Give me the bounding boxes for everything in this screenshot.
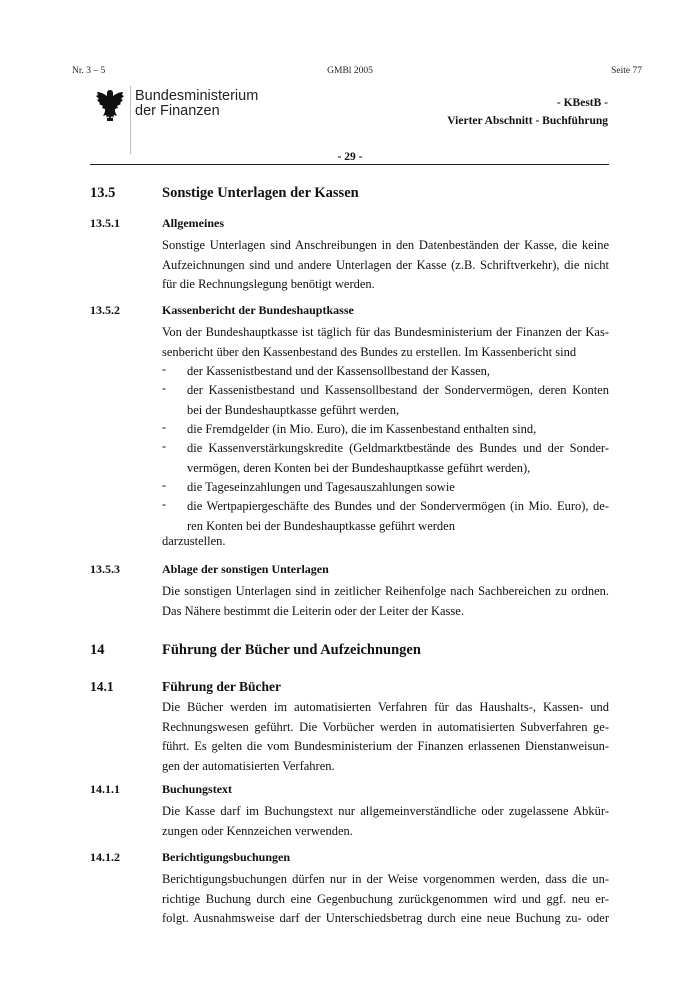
- issue-number: Nr. 3 – 5: [72, 66, 106, 76]
- section-heading-right: Vierter Abschnitt - Buchführung: [447, 115, 608, 127]
- document-code: - KBestB -: [556, 97, 608, 109]
- paragraph-14-1: [162, 698, 609, 776]
- text-line: für die Rechnungslegung benötigt werden.: [162, 277, 375, 291]
- paragraph-14-1-1: [162, 802, 609, 841]
- section-title-14: Führung der Bücher und Aufzeichnungen: [162, 642, 421, 658]
- logo-wordmark: [135, 89, 258, 119]
- text-line: darzustellen.: [162, 534, 226, 548]
- text-line: der Kassenistbestand und der Kassensollbestand der Kassen,: [187, 364, 491, 378]
- text-line: Die sonstigen Unterlagen sind in zeitlicher Reihenfolge nach Sachbereichen zu ordnen.: [162, 584, 609, 598]
- text-line: senbericht über den Kassenbestand des Bundes zu erstellen. Im Kassenbericht sind: [162, 344, 577, 359]
- section-number-14: 14: [90, 642, 105, 658]
- section-title-13-5-2: Kassenbericht der Bundeshauptkasse: [162, 303, 354, 317]
- section-number-13-5: 13.5: [90, 185, 116, 201]
- section-title-14-1: Führung der Bücher: [162, 679, 282, 694]
- journal-name: GMBl 2005: [327, 66, 373, 76]
- page-number: - 29 -: [337, 151, 363, 163]
- list-dash: -: [162, 497, 167, 511]
- list-dash: -: [162, 381, 167, 395]
- text-line: Die Kasse darf im Buchungstext nur allgemeinverständliche oder zugelassene Abkür-: [162, 804, 609, 818]
- section-number-13-5-3: 13.5.3: [90, 562, 120, 576]
- section-title-14-1-2: Berichtigungsbuchungen: [162, 850, 291, 864]
- paragraph-13-5-3: [162, 582, 609, 621]
- section-title-13-5: Sonstige Unterlagen der Kassen: [162, 185, 359, 201]
- text-line: Sonstige Unterlagen sind Anschreibungen in den Datenbeständen der Kasse, die keine: [162, 238, 609, 252]
- section-number-13-5-2: 13.5.2: [90, 303, 120, 317]
- text-line: zungen oder Kennzeichen verwenden.: [162, 823, 353, 838]
- list-dash: -: [162, 362, 167, 376]
- text-line: richtige Buchung durch eine Gegenbuchung zurückgenommen wird und ggf. neu er-: [162, 891, 609, 906]
- text-line: der Kassenistbestand und Kassensollbestand der Sondervermögen, deren Konten: [187, 383, 609, 397]
- text-line: die Wertpapiergeschäfte des Bundes und der Sondervermögen (in Mio. Euro), de-: [187, 499, 609, 513]
- text-line: die Fremdgelder (in Mio. Euro), die im Kassenbestand enthalten sind,: [187, 422, 537, 436]
- logo-line-1: Bundesministerium: [135, 88, 259, 104]
- text-line: gen der automatisierten Verfahren.: [162, 758, 335, 773]
- paragraph-14-1-2: [162, 870, 609, 929]
- list-item: [187, 478, 609, 498]
- text-line: vermögen, deren Konten bei der Bundeshauptkasse geführt werden),: [187, 460, 531, 475]
- list-dash: -: [162, 478, 167, 492]
- section-number-14-1-1: 14.1.1: [90, 782, 120, 796]
- paragraph-13-5-2-outro: [162, 532, 609, 552]
- section-title-13-5-1: Allgemeines: [162, 216, 224, 230]
- text-line: Das Nähere bestimmt die Leiterin oder der Leiter der Kasse.: [162, 603, 464, 618]
- paragraph-13-5-1: [162, 236, 609, 295]
- section-title-14-1-1: Buchungstext: [162, 782, 233, 796]
- logo-line-2: der Finanzen: [135, 103, 220, 119]
- federal-eagle-icon: [95, 88, 125, 122]
- text-line: Rechnungswesen geführt. Die Vorbücher werden in automatisierten Subverfahren ge-: [162, 719, 609, 734]
- section-title-13-5-3: Ablage der sonstigen Unterlagen: [162, 562, 329, 576]
- text-line: Berichtigungsbuchungen dürfen nur in der Weise vorgenommen werden, dass die un-: [162, 872, 609, 886]
- list-dash: -: [162, 439, 167, 453]
- list-item: [187, 420, 609, 440]
- text-line: die Kassenverstärkungskredite (Geldmarktbestände des Bundes und der Sonder-: [187, 441, 609, 455]
- section-number-13-5-1: 13.5.1: [90, 216, 120, 230]
- list-item: [187, 439, 609, 478]
- journal-page: Seite 77: [611, 66, 642, 76]
- logo-divider: [130, 86, 131, 154]
- text-line: die Tageseinzahlungen und Tagesauszahlungen sowie: [187, 480, 455, 494]
- text-line: folgt. Ausnahmsweise darf der Unterschiedsbetrag durch eine neue Buchung zu- oder: [162, 911, 609, 925]
- section-number-14-1: 14.1: [90, 679, 114, 694]
- text-line: Von der Bundeshauptkasse ist täglich für das Bundesministerium der Finanzen der Kas-: [162, 325, 609, 339]
- text-line: führt. Es gelten die vom Bundesministerium der Finanzen erlassenen Dienstanweisun-: [162, 739, 609, 753]
- section-number-14-1-2: 14.1.2: [90, 850, 120, 864]
- list-item: [187, 497, 609, 536]
- text-line: bei der Bundeshauptkasse geführt werden,: [187, 402, 400, 417]
- list-item: [187, 381, 609, 420]
- text-line: Die Bücher werden im automatisierten Verfahren für das Haushalts-, Kassen- und: [162, 700, 609, 714]
- list-item: [187, 362, 609, 382]
- list-dash: -: [162, 420, 167, 434]
- header-rule: [90, 164, 609, 165]
- text-line: ren Konten bei der Bundeshauptkasse geführt werden: [187, 518, 455, 533]
- text-line: Aufzeichnungen sind und andere Unterlagen der Kasse (z.B. Schriftverkehr), die nicht: [162, 257, 609, 272]
- paragraph-13-5-2-intro: [162, 323, 609, 362]
